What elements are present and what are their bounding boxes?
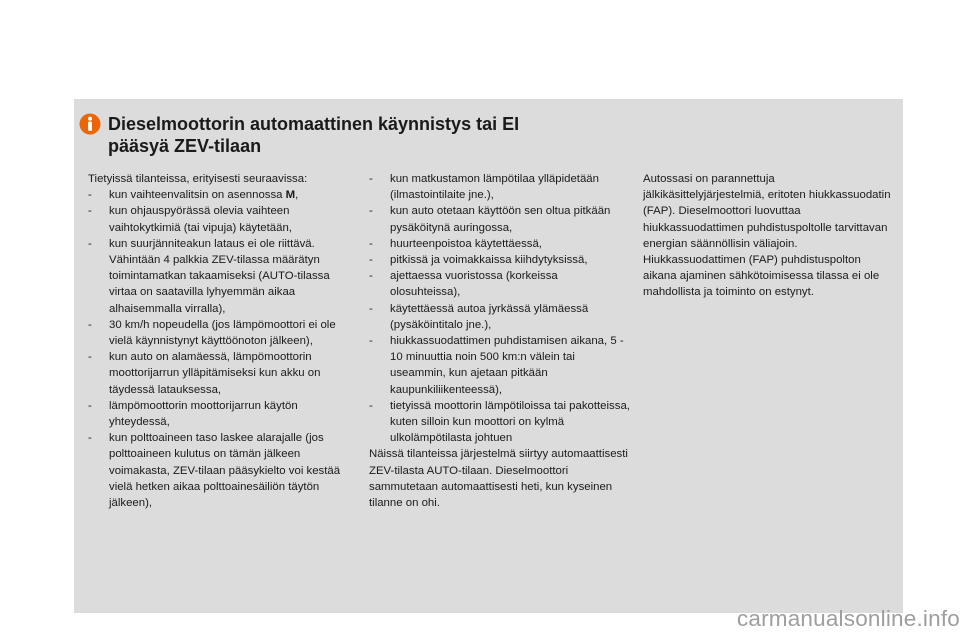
bullet-dash: - [369,237,373,250]
list-item [369,252,631,268]
list-item [369,333,631,398]
bullet-dash: - [369,205,373,218]
bullet-dash: - [88,399,92,412]
list-item [88,398,353,430]
page-title [108,113,668,157]
list-item-text: kun auto otetaan käyttöön sen oltua pitkään pysäköitynä auringossa, [390,205,611,234]
list-item-text: kun auto on alamäessä, lämpömoottorin moottorijarrun ylläpitämiseksi kun akku on täydessä latauksessa, [109,351,321,396]
list-item [88,236,353,317]
list-item [369,301,631,333]
list-item [88,317,353,349]
list-item [88,187,353,203]
bullet-dash: - [88,189,92,202]
bullet-dash: - [369,302,373,315]
bullet-dash: - [369,270,373,283]
column-middle [369,171,631,511]
outro-text: Näissä tilanteissa järjestelmä siirtyy automaattisesti ZEV-tilasta AUTO-tilaan. Dieselmoottori sammutetaan automaattisesti heti, kun kyseinen tilanne on ohi. [369,448,628,510]
list-item [369,171,631,203]
column-left [88,171,353,511]
gear-position-m: M [285,189,296,202]
list-item-text: käytettäessä autoa jyrkässä ylämäessä (pysäköintitalo jne.), [390,302,589,331]
bullet-dash: - [88,432,92,445]
bullet-dash: - [369,254,373,267]
list-item-text: 30 km/h nopeudella (jos lämpömoottori ei ole vielä käynnistynyt käyttöönoton jälkeen), [109,318,336,348]
bullet-dash: - [369,399,373,412]
bullet-dash: - [88,318,92,331]
list-item [369,236,631,252]
list-item-text: lämpömoottorin moottorijarrun käytön yhteydessä, [109,399,298,429]
list-item [88,349,353,398]
watermark: carmanualsonline.info [736,606,960,631]
list-item [369,398,631,447]
list-item [88,203,353,235]
intro-text: Tietyissä tilanteissa, erityisesti seuraavissa: [88,173,308,185]
list-item-text: pitkissä ja voimakkaissa kiihdytyksissä, [390,254,588,267]
list-item-text: kun polttoaineen taso laskee alarajalle (jos polttoaineen kulutus on tämän jälkeen voimakasta, ZEV-tilaan pääsykielto voi kestää vielä hetken aikaa polttoainesäiliön täytön jälkeen), [109,432,341,510]
list-item [369,203,631,235]
list-item [369,268,631,300]
list-item-text: hiukkassuodattimen puhdistamisen aikana, 5 - 10 minuuttia noin 500 km:n välein tai useammin, kun ajetaan pitkään kaupunkiliikenteessä), [390,335,624,396]
fap-info-text: Autossasi on parannettuja jälkikäsittelyjärjestelmiä, eritoten hiukkassuodatin (FAP). Dieselmoottori luovuttaa hiukkassuodattimen puhdistuspoltolle tarvittavan energian säännöllisin väliajoin. Hiukkassuodattimen (FAP) puhdistuspolton aikana ajaminen sähkötoimisessa tilassa ei ole mahdollista ja toiminto on estynyt. [643,173,891,299]
list-item-text: huurteenpoistoa käytettäessä, [390,237,542,250]
bullet-dash: - [88,351,92,364]
list-item-suffix: , [295,189,299,202]
list-item [88,430,353,511]
bullet-dash: - [369,335,373,348]
info-icon [79,113,101,135]
list-item-text: kun vaihteenvalitsin on asennossa [109,189,286,202]
bullet-dash: - [369,173,373,185]
title-line-2: pääsyä ZEV-tilaan [108,136,262,156]
bullet-dash: - [88,205,92,218]
list-item-text: kun ohjauspyörässä olevia vaihteen vaihtokytkimiä (tai vipuja) käytetään, [109,205,292,234]
title-line-1: Dieselmoottorin automaattinen käynnistys tai EI [108,114,520,134]
list-item-text: kun matkustamon lämpötilaa ylläpidetään (ilmastointilaite jne.), [390,173,599,202]
list-item-text: tietyissä moottorin lämpötiloissa tai pakotteissa, kuten silloin kun moottori on kylmä ulkolämpötilasta johtuen [390,399,630,445]
column-right [643,171,896,301]
bullet-dash: - [88,237,92,250]
list-item-text: kun suurjänniteakun lataus ei ole riittävä. Vähintään 4 palkkia ZEV-tilassa määrätyn toimintamatkan takaamiseksi (AUTO-tilassa virtaa on saatavilla lyhyemmän aikaa alhaisemmalla virralla), [109,237,330,315]
list-item-text: ajettaessa vuoristossa (korkeissa olosuhteissa), [390,270,558,299]
